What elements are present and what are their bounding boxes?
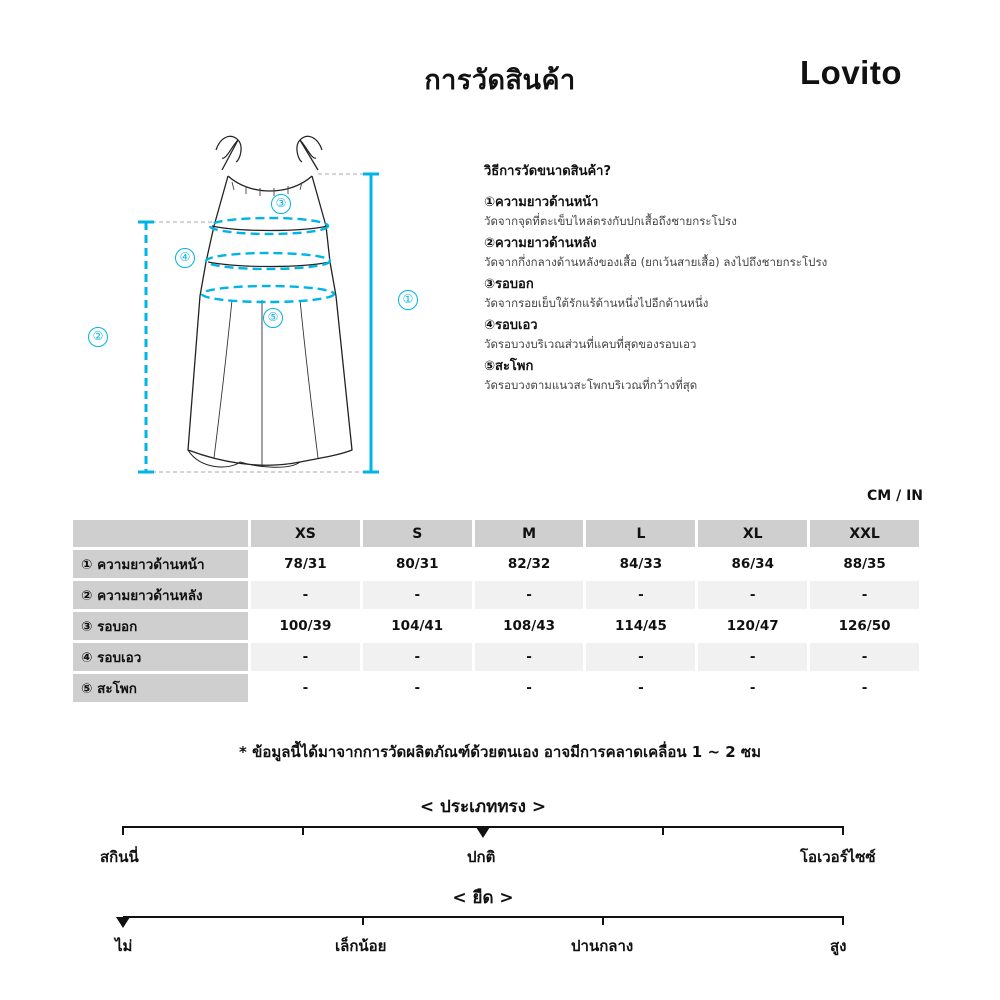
size-table	[70, 517, 922, 705]
fit-selected-marker	[476, 827, 490, 838]
guide-label: ④รอบเอว	[484, 318, 538, 333]
scale-tick	[842, 826, 844, 835]
guide-item	[484, 275, 924, 313]
table-row	[73, 612, 919, 640]
table-cell: 82/32	[507, 556, 551, 572]
marker-waist: ④	[175, 248, 195, 268]
table-cell: 80/31	[395, 556, 439, 572]
table-corner-cell	[73, 520, 248, 547]
guide-desc: วัดจากกึ่งกลางด้านหลังของเสื้อ (ยกเว้นสายเสื้อ) ลงไปถึงชายกระโปรง	[484, 255, 828, 269]
table-cell: -	[586, 581, 695, 609]
guide-item	[484, 316, 924, 354]
measurement-note: * ข้อมูลนี้ได้มาจากการวัดผลิตภัณฑ์ด้วยตนเอง อาจมีการคลาดเคลื่อน 1 ~ 2 ซม	[239, 743, 761, 761]
fit-label-oversize: โอเวอร์ไซซ์	[800, 848, 876, 866]
scale-tick	[662, 826, 664, 835]
table-cell: 88/35	[843, 556, 886, 572]
guide-label: ②ความยาวด้านหลัง	[484, 236, 597, 251]
guide-item	[484, 357, 924, 395]
guide-desc: วัดรอบวงบริเวณส่วนที่แคบที่สุดของรอบเอว	[484, 337, 697, 351]
column-header: M	[475, 520, 584, 547]
row-label: ① ความยาวด้านหน้า	[73, 550, 248, 578]
scale-tick	[302, 826, 304, 835]
table-cell: -	[861, 680, 868, 696]
scale-tick	[362, 916, 364, 925]
guide-label: ⑤สะโพก	[484, 359, 534, 374]
guide-desc: วัดจากรอยเย็บใต้รักแร้ด้านหนึ่งไปอีกด้านหนึ่ง	[484, 296, 709, 310]
unit-label: CM / IN	[867, 488, 923, 504]
row-label: ⑤ สะโพก	[73, 674, 248, 702]
table-cell: -	[638, 680, 644, 696]
row-label: ④ รอบเอว	[73, 643, 248, 671]
guide-desc: วัดรอบวงตามแนวสะโพกบริเวณที่กว้างที่สุด	[484, 378, 698, 392]
table-cell: -	[475, 581, 584, 609]
table-cell: 120/47	[726, 618, 779, 634]
table-cell: 126/50	[838, 618, 891, 634]
guide-item	[484, 234, 924, 272]
marker-back-length: ②	[88, 327, 108, 347]
table-cell: -	[363, 643, 472, 671]
stretch-label-high: สูง	[830, 937, 847, 955]
stretch-scale-line	[123, 916, 843, 918]
column-header: XXL	[810, 520, 919, 547]
table-cell: -	[810, 581, 919, 609]
table-cell: 114/45	[614, 618, 667, 634]
guide-heading: วิธีการวัดขนาดสินค้า?	[484, 164, 612, 179]
table-cell: -	[810, 643, 919, 671]
table-cell: 78/31	[284, 556, 327, 572]
table-cell: -	[698, 643, 807, 671]
row-label: ③ รอบอก	[73, 612, 248, 640]
table-cell: 100/39	[279, 618, 332, 634]
table-row	[73, 643, 919, 671]
guide-label: ①ความยาวด้านหน้า	[484, 195, 599, 210]
table-row	[73, 674, 919, 702]
scale-tick	[122, 826, 124, 835]
column-header: L	[586, 520, 695, 547]
column-header: XS	[251, 520, 360, 547]
table-cell: 104/41	[391, 618, 444, 634]
table-cell: -	[414, 680, 421, 696]
stretch-selected-marker	[116, 917, 130, 928]
garment-figure	[0, 0, 460, 500]
scale-tick	[842, 916, 844, 925]
marker-chest: ③	[271, 194, 291, 214]
table-cell: -	[586, 643, 695, 671]
marker-front-length: ①	[398, 290, 418, 310]
table-cell: -	[526, 680, 532, 696]
row-label: ② ความยาวด้านหลัง	[73, 581, 248, 609]
table-header-row	[73, 520, 919, 547]
stretch-label-medium: ปานกลาง	[571, 937, 634, 955]
table-cell: -	[251, 581, 360, 609]
page-title: การวัดสินค้า	[424, 65, 576, 96]
table-cell: 84/33	[619, 556, 663, 572]
table-row	[73, 581, 919, 609]
scale-tick	[602, 916, 604, 925]
table-cell: -	[475, 643, 584, 671]
table-cell: -	[363, 581, 472, 609]
table-row	[73, 550, 919, 578]
stretch-label-none: ไม่	[115, 937, 133, 955]
column-header: S	[363, 520, 472, 547]
stretch-scale-title: < ยืด >	[452, 888, 514, 908]
table-cell: -	[749, 680, 756, 696]
fit-scale-title: < ประเภททรง >	[419, 797, 547, 817]
dress-illustration	[0, 0, 460, 500]
fit-label-regular: ปกติ	[467, 848, 496, 866]
guide-label: ③รอบอก	[484, 277, 534, 292]
guide-item	[484, 193, 924, 231]
fit-label-skinny: สกินนี่	[100, 848, 139, 866]
column-header: XL	[698, 520, 807, 547]
table-cell: 108/43	[503, 618, 556, 634]
table-cell: -	[698, 581, 807, 609]
table-cell: -	[302, 680, 309, 696]
marker-hip: ⑤	[263, 308, 283, 328]
guide-desc: วัดจากจุดที่ตะเข็บไหล่ตรงกับปกเสื้อถึงชายกระโปรง	[484, 214, 737, 228]
table-cell: -	[251, 643, 360, 671]
table-cell: 86/34	[731, 556, 774, 572]
stretch-label-slight: เล็กน้อย	[335, 937, 387, 955]
measurement-guide	[484, 160, 924, 398]
brand-logo: Lovito	[800, 54, 902, 91]
